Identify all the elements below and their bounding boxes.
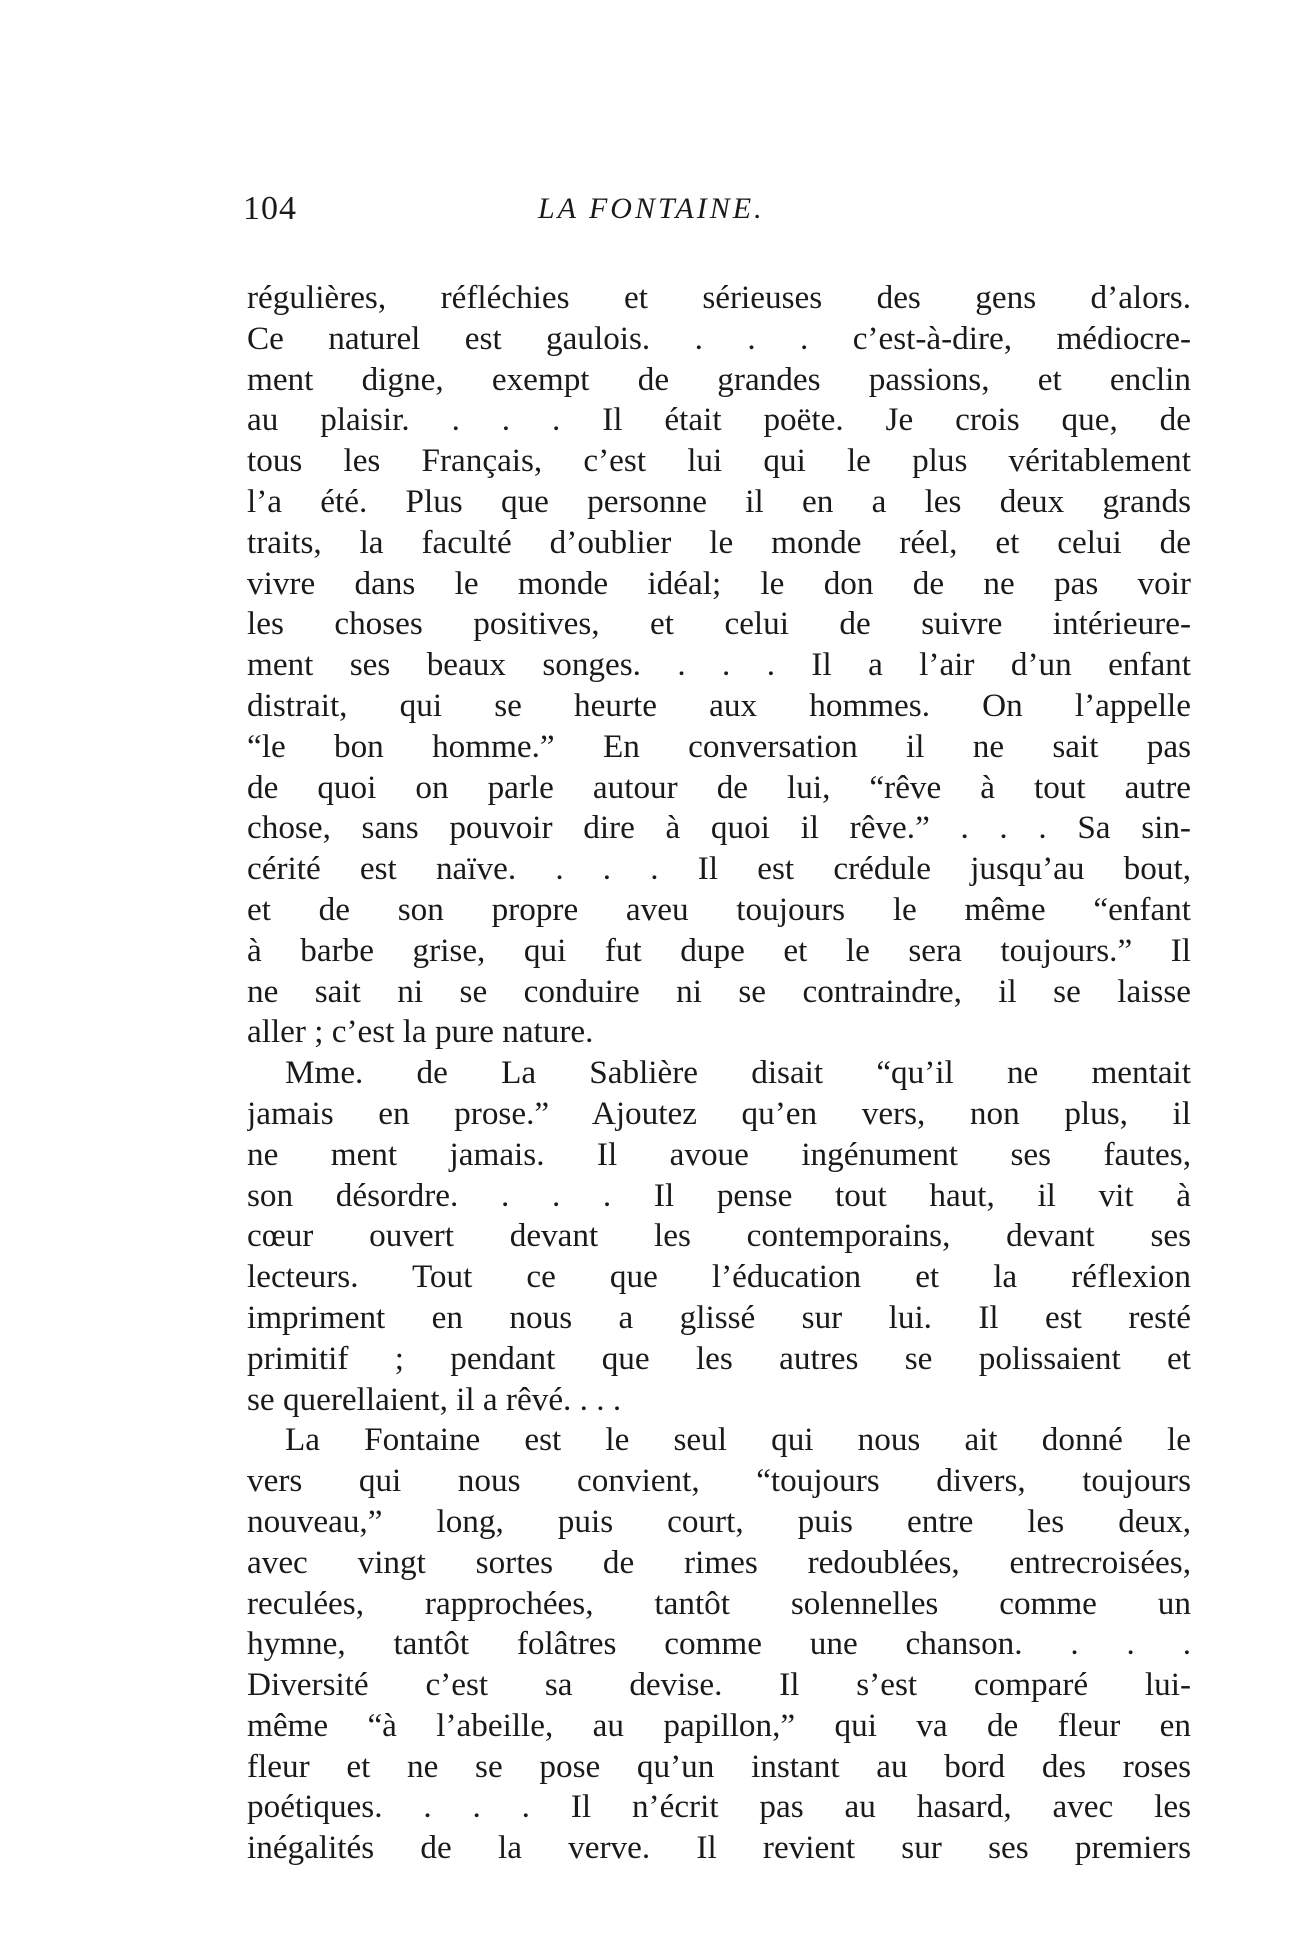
- text-line: tous les Français, c’est lui qui le plus véritablement: [247, 442, 1191, 480]
- text-line: Ce naturel est gaulois. . . . c’est-à-dire, médiocre-: [247, 319, 1191, 357]
- text-line: son désordre. . . . Il pense tout haut, il vit à: [247, 1176, 1191, 1214]
- text-line: cérité est naïve. . . . Il est crédule jusqu’au bout,: [247, 850, 1191, 888]
- text-line: vers qui nous convient, “toujours divers, toujours: [247, 1462, 1191, 1500]
- paragraph: [247, 1053, 1191, 1420]
- text-line: de quoi on parle autour de lui, “rêve à tout autre: [247, 768, 1191, 806]
- text-line: Diversité c’est sa devise. Il s’est comparé lui-: [247, 1666, 1191, 1704]
- text-line: l’a été. Plus que personne il en a les deux grands: [247, 482, 1191, 520]
- paragraph: [247, 278, 1191, 1053]
- body-text: [247, 278, 1191, 1869]
- text-line: régulières, réfléchies et sérieuses des gens d’alors.: [247, 279, 1191, 316]
- text-line: à barbe grise, qui fut dupe et le sera toujours.” Il: [247, 931, 1191, 969]
- text-line: vivre dans le monde idéal; le don de ne pas voir: [247, 564, 1191, 602]
- paragraph: [247, 1420, 1191, 1869]
- text-line: distrait, qui se heurte aux hommes. On l’appelle: [247, 686, 1191, 724]
- text-line: ment digne, exempt de grandes passions, et enclin: [247, 360, 1191, 398]
- text-line: avec vingt sortes de rimes redoublées, entrecroisées,: [247, 1543, 1191, 1581]
- text-line: cœur ouvert devant les contemporains, devant ses: [247, 1217, 1191, 1255]
- text-line: les choses positives, et celui de suivre intérieure-: [247, 605, 1191, 643]
- text-line: primitif ; pendant que les autres se polissaient et: [247, 1339, 1191, 1377]
- text-line: poétiques. . . . Il n’écrit pas au hasard, avec les: [247, 1788, 1191, 1826]
- page-number: 104: [243, 190, 297, 227]
- text-line: au plaisir. . . . Il était poëte. Je crois que, de: [247, 401, 1191, 439]
- text-line: lecteurs. Tout ce que l’éducation et la réflexion: [247, 1258, 1191, 1296]
- text-line: se querellaient, il a rêvé. . . .: [247, 1380, 622, 1418]
- text-line: Mme. de La Sablière disait “qu’il ne mentait: [285, 1054, 1191, 1092]
- text-line: même “à l’abeille, au papillon,” qui va de fleur en: [247, 1706, 1191, 1744]
- text-line: ne ment jamais. Il avoue ingénument ses fautes,: [247, 1135, 1191, 1173]
- text-line: et de son propre aveu toujours le même “enfant: [247, 890, 1191, 928]
- text-line: ne sait ni se conduire ni se contraindre, il se laisse: [247, 972, 1191, 1010]
- text-line: aller ; c’est la pure nature.: [247, 1013, 594, 1051]
- running-title: LA FONTAINE.: [538, 192, 765, 225]
- text-line: “le bon homme.” En conversation il ne sait pas: [247, 727, 1191, 765]
- text-line: fleur et ne se pose qu’un instant au bord des roses: [247, 1747, 1191, 1785]
- text-line: reculées, rapprochées, tantôt solennelles comme un: [247, 1584, 1191, 1622]
- text-line: traits, la faculté d’oublier le monde réel, et celui de: [247, 523, 1191, 561]
- text-line: ment ses beaux songes. . . . Il a l’air d’un enfant: [247, 646, 1191, 684]
- page-header: [243, 190, 1193, 236]
- text-line: impriment en nous a glissé sur lui. Il est resté: [247, 1298, 1191, 1336]
- text-line: nouveau,” long, puis court, puis entre les deux,: [247, 1502, 1191, 1540]
- text-line: La Fontaine est le seul qui nous ait donné le: [285, 1421, 1191, 1459]
- text-line: inégalités de la verve. Il revient sur ses premiers: [247, 1829, 1191, 1867]
- text-line: hymne, tantôt folâtres comme une chanson. . . .: [247, 1625, 1191, 1663]
- text-line: jamais en prose.” Ajoutez qu’en vers, non plus, il: [247, 1094, 1191, 1132]
- text-line: chose, sans pouvoir dire à quoi il rêve.” . . . Sa sin-: [247, 809, 1191, 847]
